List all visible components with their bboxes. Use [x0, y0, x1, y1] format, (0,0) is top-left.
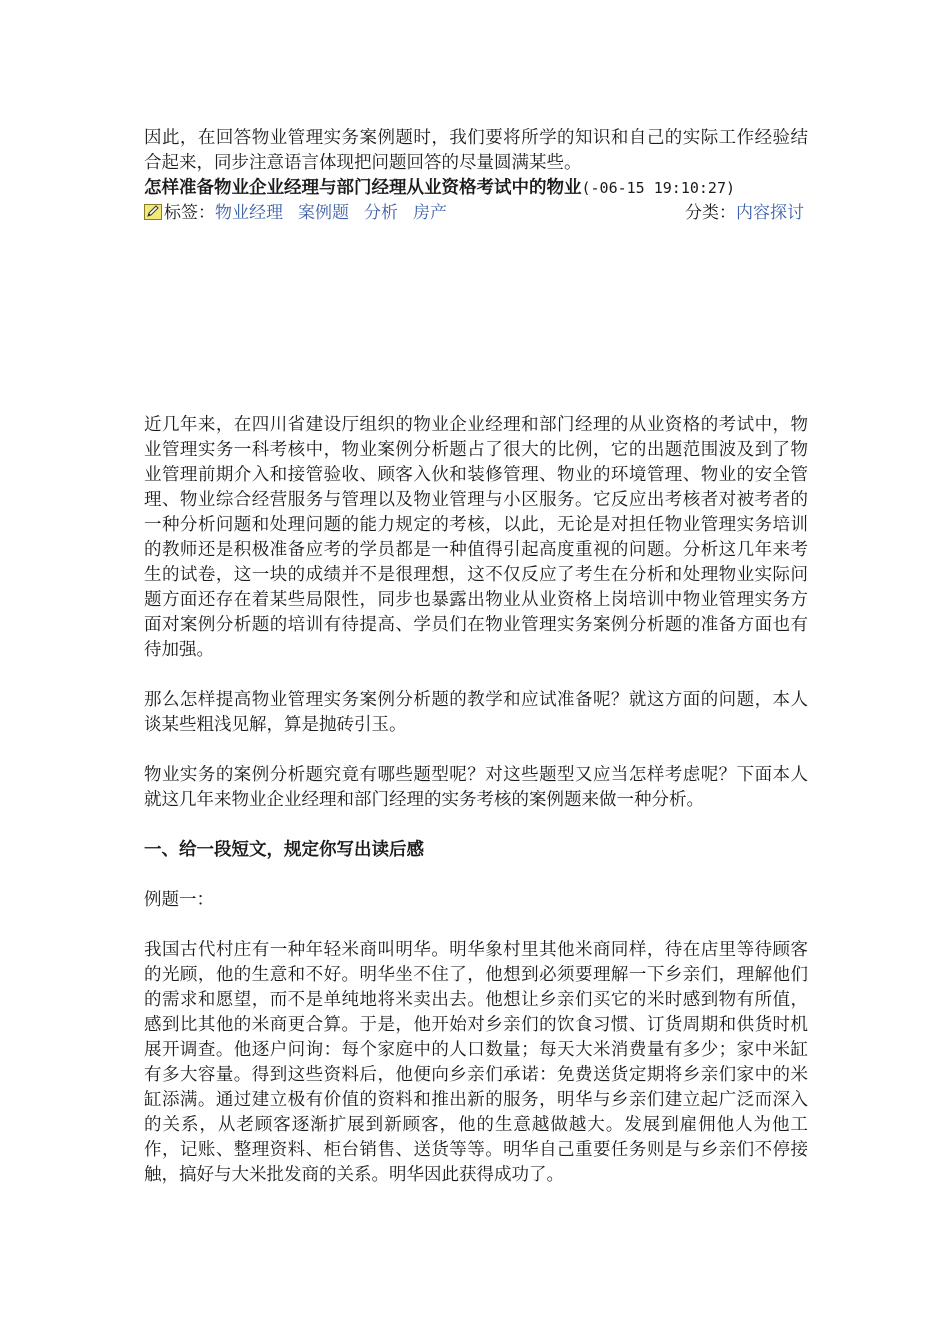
document-page	[144, 126, 808, 1188]
example-label: 例题一：	[144, 890, 214, 910]
body-paragraph-3: 物业实务的案例分析题究竟有哪些题型呢？对这些题型又应当怎样考虑呢？下面本人就这几年来物业企业经理和部门经理的实务考核的案例题来做一种分析。	[144, 765, 808, 810]
body-paragraph-2: 那么怎样提高物业管理实务案例分析题的教学和应试准备呢？就这方面的问题，本人谈某些粗浅见解，算是抛砖引玉。	[144, 690, 808, 735]
edit-pencil-icon[interactable]	[144, 203, 162, 219]
tag-link-case-study[interactable]: 案例题	[298, 203, 349, 223]
article-title-line	[144, 176, 808, 201]
category	[685, 201, 804, 225]
category-link[interactable]: 内容探讨	[736, 203, 804, 223]
tags-label: 标签：	[164, 203, 215, 223]
spacer	[144, 225, 808, 413]
article-date: (-06-15 19:10:27)	[581, 179, 736, 197]
tag-link-analysis[interactable]: 分析	[364, 203, 398, 223]
tag-link-property-manager[interactable]: 物业经理	[215, 203, 283, 223]
article-meta	[144, 201, 808, 225]
intro-paragraph: 因此，在回答物业管理实务案例题时，我们要将所学的知识和自己的实际工作经验结合起来，同步注意语言体现把问题回答的尽量圆满某些。	[144, 128, 808, 173]
category-label: 分类：	[685, 203, 736, 223]
tag-link-real-estate[interactable]: 房产	[413, 203, 447, 223]
article-title: 怎样准备物业企业经理与部门经理从业资格考试中的物业	[144, 178, 582, 198]
body-paragraph-4: 我国古代村庄有一种年轻米商叫明华。明华象村里其他米商同样，待在店里等待顾客的光顾，他的生意和不好。明华坐不住了，他想到必须要理解一下乡亲们，理解他们的需求和愿望，而不是单纯地将米卖出去。他想让乡亲们买它的米时感到物有所值，感到比其他的米商更合算。于是，他开始对乡亲们的饮食习惯、订货周期和供货时机展开调查。他逐户问询：每个家庭中的人口数量；每天大米消费量有多少；家中米缸有多大容量。得到这些资料后，他便向乡亲们承诺：免费送货定期将乡亲们家中的米缸添满。通过建立极有价值的资料和推出新的服务，明华与乡亲们建立起广泛而深入的关系，从老顾客逐渐扩展到新顾客，他的生意越做越大。发展到雇佣他人为他工作，记账、整理资料、柜台销售、送货等等。明华自己重要任务则是与乡亲们不停接触，搞好与大米批发商的关系。明华因此获得成功了。	[144, 940, 808, 1185]
body-paragraph-1: 近几年来，在四川省建设厅组织的物业企业经理和部门经理的从业资格的考试中，物业管理实务一科考核中，物业案例分析题占了很大的比例，它的出题范围波及到了物业管理前期介入和接管验收、顾客入伙和装修管理、物业的环境管理、物业的安全管理、物业综合经营服务与管理以及物业管理与小区服务。它反应出考核者对被考者的一种分析问题和处理问题的能力规定的考核，以此，无论是对担任物业管理实务培训的教师还是积极准备应考的学员都是一种值得引起高度重视的问题。分析这几年来考生的试卷，这一块的成绩并不是很理想，这不仅反应了考生在分析和处理物业实际问题方面还存在着某些局限性，同步也暴露出物业从业资格上岗培训中物业管理实务方面对案例分析题的培训有待提高、学员们在物业管理实务案例分析题的准备方面也有待加强。	[144, 415, 808, 660]
section-heading-1: 一、给一段短文，规定你写出读后感	[144, 840, 424, 860]
